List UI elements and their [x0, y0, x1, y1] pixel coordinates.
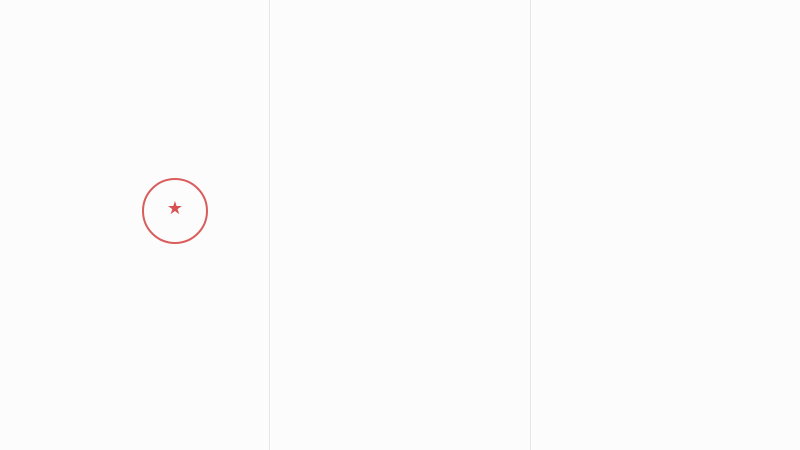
attendee-list-document — [271, 0, 531, 450]
outline-document — [532, 0, 800, 450]
notice-document — [0, 0, 270, 450]
seal-star-icon: ★ — [166, 198, 184, 219]
official-seal — [142, 178, 208, 244]
